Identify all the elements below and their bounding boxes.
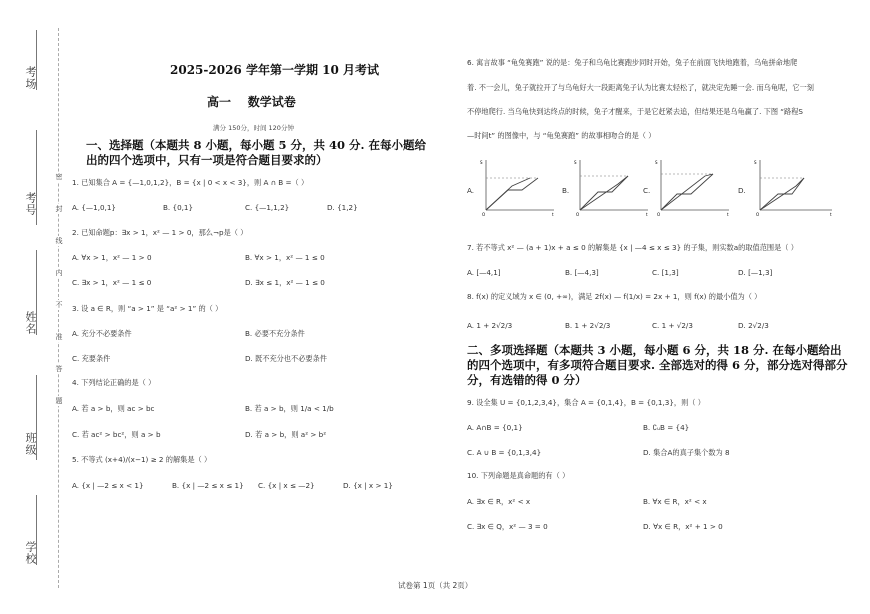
q4-option-d[interactable]: D. 若 a > b，则 a² > b²	[245, 430, 327, 439]
svg-text:S: S	[655, 160, 658, 165]
q4-option-b[interactable]: B. 若 a > b，则 1/a < 1/b	[245, 404, 334, 413]
q6-option-b-label[interactable]: B.	[562, 186, 570, 195]
section-2-heading: 二、多项选择题（本题共 3 小题，每小题 6 分，共 18 分. 在每小题给出的四个选项中，有多项符合题目要求. 全部选对的得 6 分，部分选对得部分分，有选错的得 0 分）	[467, 343, 848, 387]
q5-option-a[interactable]: A. {x | —2 ≤ x < 1}	[72, 481, 144, 490]
q5-option-c[interactable]: C. {x | x ≤ —2}	[258, 481, 315, 490]
class-blank[interactable]	[36, 375, 37, 460]
question-10-stem: 10. 下列命题是真命题的有（ ）	[467, 471, 570, 480]
q1-option-b[interactable]: B. {0,1}	[163, 203, 194, 212]
svg-text:t: t	[830, 212, 832, 217]
seal-char: 封	[55, 205, 63, 213]
svg-text:O: O	[756, 212, 760, 217]
exam-subtitle: 高一 数学试卷	[207, 95, 296, 109]
svg-text:S: S	[754, 160, 757, 165]
question-6-line-3: 不停地爬行. 当乌龟快到达终点的时候，兔子才醒来，于是它赶紧去追，但结果还是乌龟赢了. 下图 “路程S	[467, 107, 803, 116]
q3-option-a[interactable]: A. 充分不必要条件	[72, 329, 132, 338]
name-blank[interactable]	[36, 250, 37, 335]
question-5-stem: 5. 不等式 (x+4)/(x−1) ≥ 2 的解集是（ ）	[72, 455, 212, 464]
question-6-line-1: 6. 寓言故事 “龟兔赛跑” 说的是：兔子和乌龟比赛跑步同时开始，兔子在前面飞快地跑着，乌龟拼命地爬	[467, 58, 798, 67]
q3-option-d[interactable]: D. 既不充分也不必要条件	[245, 354, 327, 363]
seal-char: 答	[55, 365, 63, 373]
question-3-stem: 3. 设 a ∈ R，则 “a > 1” 是 “a² > 1” 的（ ）	[72, 304, 223, 313]
svg-text:O: O	[482, 212, 486, 217]
q3-option-b[interactable]: B. 必要不充分条件	[245, 329, 305, 338]
q10-option-d[interactable]: D. ∀x ∈ R，x² + 1 > 0	[643, 522, 723, 531]
svg-text:t: t	[552, 212, 554, 217]
seal-char: 密	[55, 173, 63, 181]
question-4-stem: 4. 下列结论正确的是（ ）	[72, 378, 156, 387]
question-7-stem: 7. 若不等式 x² — (a + 1)x + a ≤ 0 的解集是 {x | —4 ≤ x ≤ 3} 的子集，则实数a的取值范围是（ ）	[467, 243, 798, 252]
exam-room-blank[interactable]	[36, 30, 37, 90]
q6-option-d-label[interactable]: D.	[738, 186, 746, 195]
seal-char: 线	[55, 237, 63, 245]
question-6-line-2: 着. 不一会儿，兔子就拉开了与乌龟好大一段距离兔子认为比赛太轻松了，就决定先睡一会. 而乌龟呢，它一刻	[467, 83, 814, 92]
svg-text:S: S	[480, 160, 483, 165]
q9-option-b[interactable]: B. ∁ᵤB = {4}	[643, 423, 690, 432]
q10-option-c[interactable]: C. ∃x ∈ Q，x² — 3 = 0	[467, 522, 548, 531]
q2-option-a[interactable]: A. ∀x > 1，x² — 1 > 0	[72, 253, 152, 262]
question-6-line-4: —时间t” 的图像中，与 “龟兔赛跑” 的故事相吻合的是（ ）	[467, 131, 656, 140]
q7-option-d[interactable]: D. [—1,3]	[738, 268, 773, 277]
q7-option-a[interactable]: A. [—4,1]	[467, 268, 501, 277]
q1-option-a[interactable]: A. {—1,0,1}	[72, 203, 116, 212]
q2-option-d[interactable]: D. ∃x ≤ 1，x² — 1 ≤ 0	[245, 278, 325, 287]
seal-char: 不	[55, 301, 63, 309]
question-8-stem: 8. f(x) 的定义域为 x ∈ (0, +∞)，满足 2f(x) — f(1/x) = 2x + 1，则 f(x) 的最小值为（ ）	[467, 292, 762, 301]
seal-char: 题	[55, 397, 63, 405]
q4-option-a[interactable]: A. 若 a > b，则 ac > bc	[72, 404, 155, 413]
q3-option-c[interactable]: C. 充要条件	[72, 354, 111, 363]
q6-option-a-label[interactable]: A.	[467, 186, 475, 195]
q10-option-b[interactable]: B. ∀x ∈ R，x² < x	[643, 497, 707, 506]
question-2-stem: 2. 已知命题p：∃x > 1，x² — 1 > 0，那么¬p是（ ）	[72, 228, 248, 237]
q2-option-c[interactable]: C. ∃x > 1，x² — 1 ≤ 0	[72, 278, 152, 287]
q6-graph-a[interactable]	[478, 156, 558, 218]
svg-text:t: t	[727, 212, 729, 217]
q6-graph-b[interactable]	[572, 156, 652, 218]
svg-text:t: t	[646, 212, 648, 217]
svg-text:O: O	[576, 212, 580, 217]
margin-label-school: 学校	[24, 541, 37, 565]
q8-option-a[interactable]: A. 1 + 2√2/3	[467, 321, 513, 330]
q7-option-c[interactable]: C. [1,3]	[652, 268, 679, 277]
school-blank[interactable]	[36, 495, 37, 565]
margin-label-exam-room: 考场	[24, 66, 37, 90]
q6-graph-d[interactable]	[752, 156, 836, 218]
margin-label-name: 姓名	[24, 311, 37, 335]
exam-info: 满分 150分，时间 120分钟	[213, 124, 294, 132]
exam-title: 2025-2026 学年第一学期 10 月考试	[170, 63, 380, 77]
margin-label-class: 班级	[24, 432, 37, 456]
q9-option-d[interactable]: D. 集合A的真子集个数为 8	[643, 448, 730, 457]
exam-number-blank[interactable]	[36, 130, 37, 225]
seal-char: 准	[55, 333, 63, 341]
section-1-heading: 一、选择题（本题共 8 小题，每小题 5 分，共 40 分. 在每小题给出的四个选项中，只有一项是符合题目要求的）	[86, 138, 427, 167]
q1-option-c[interactable]: C. {—1,1,2}	[245, 203, 290, 212]
q5-option-d[interactable]: D. {x | x > 1}	[343, 481, 393, 490]
svg-text:S: S	[574, 160, 577, 165]
margin-label-exam-number: 考号	[24, 192, 37, 216]
q2-option-b[interactable]: B. ∀x > 1，x² — 1 ≤ 0	[245, 253, 325, 262]
question-9-stem: 9. 设全集 U = {0,1,2,3,4}，集合 A = {0,1,4}，B = {0,1,3}，则（ ）	[467, 398, 705, 407]
question-1-stem: 1. 已知集合 A = {—1,0,1,2}，B = {x | 0 < x < 3}，则 A ∩ B =（ ）	[72, 178, 309, 187]
q8-option-d[interactable]: D. 2√2/3	[738, 321, 769, 330]
svg-text:O: O	[657, 212, 661, 217]
page-footer: 试卷第 1页（共 2页）	[398, 581, 473, 590]
q7-option-b[interactable]: B. [—4,3]	[565, 268, 599, 277]
q10-option-a[interactable]: A. ∃x ∈ R，x² < x	[467, 497, 531, 506]
q5-option-b[interactable]: B. {x | —2 ≤ x ≤ 1}	[172, 481, 244, 490]
q8-option-b[interactable]: B. 1 + 2√2/3	[565, 321, 611, 330]
q9-option-a[interactable]: A. A∩B = {0,1}	[467, 423, 523, 432]
q8-option-c[interactable]: C. 1 + √2/3	[652, 321, 693, 330]
q9-option-c[interactable]: C. A ∪ B = {0,1,3,4}	[467, 448, 542, 457]
seal-char: 内	[55, 269, 63, 277]
q4-option-c[interactable]: C. 若 ac² > bc²，则 a > b	[72, 430, 161, 439]
q1-option-d[interactable]: D. {1,2}	[327, 203, 358, 212]
q6-graph-c[interactable]	[653, 156, 733, 218]
q6-option-c-label[interactable]: C.	[643, 186, 651, 195]
